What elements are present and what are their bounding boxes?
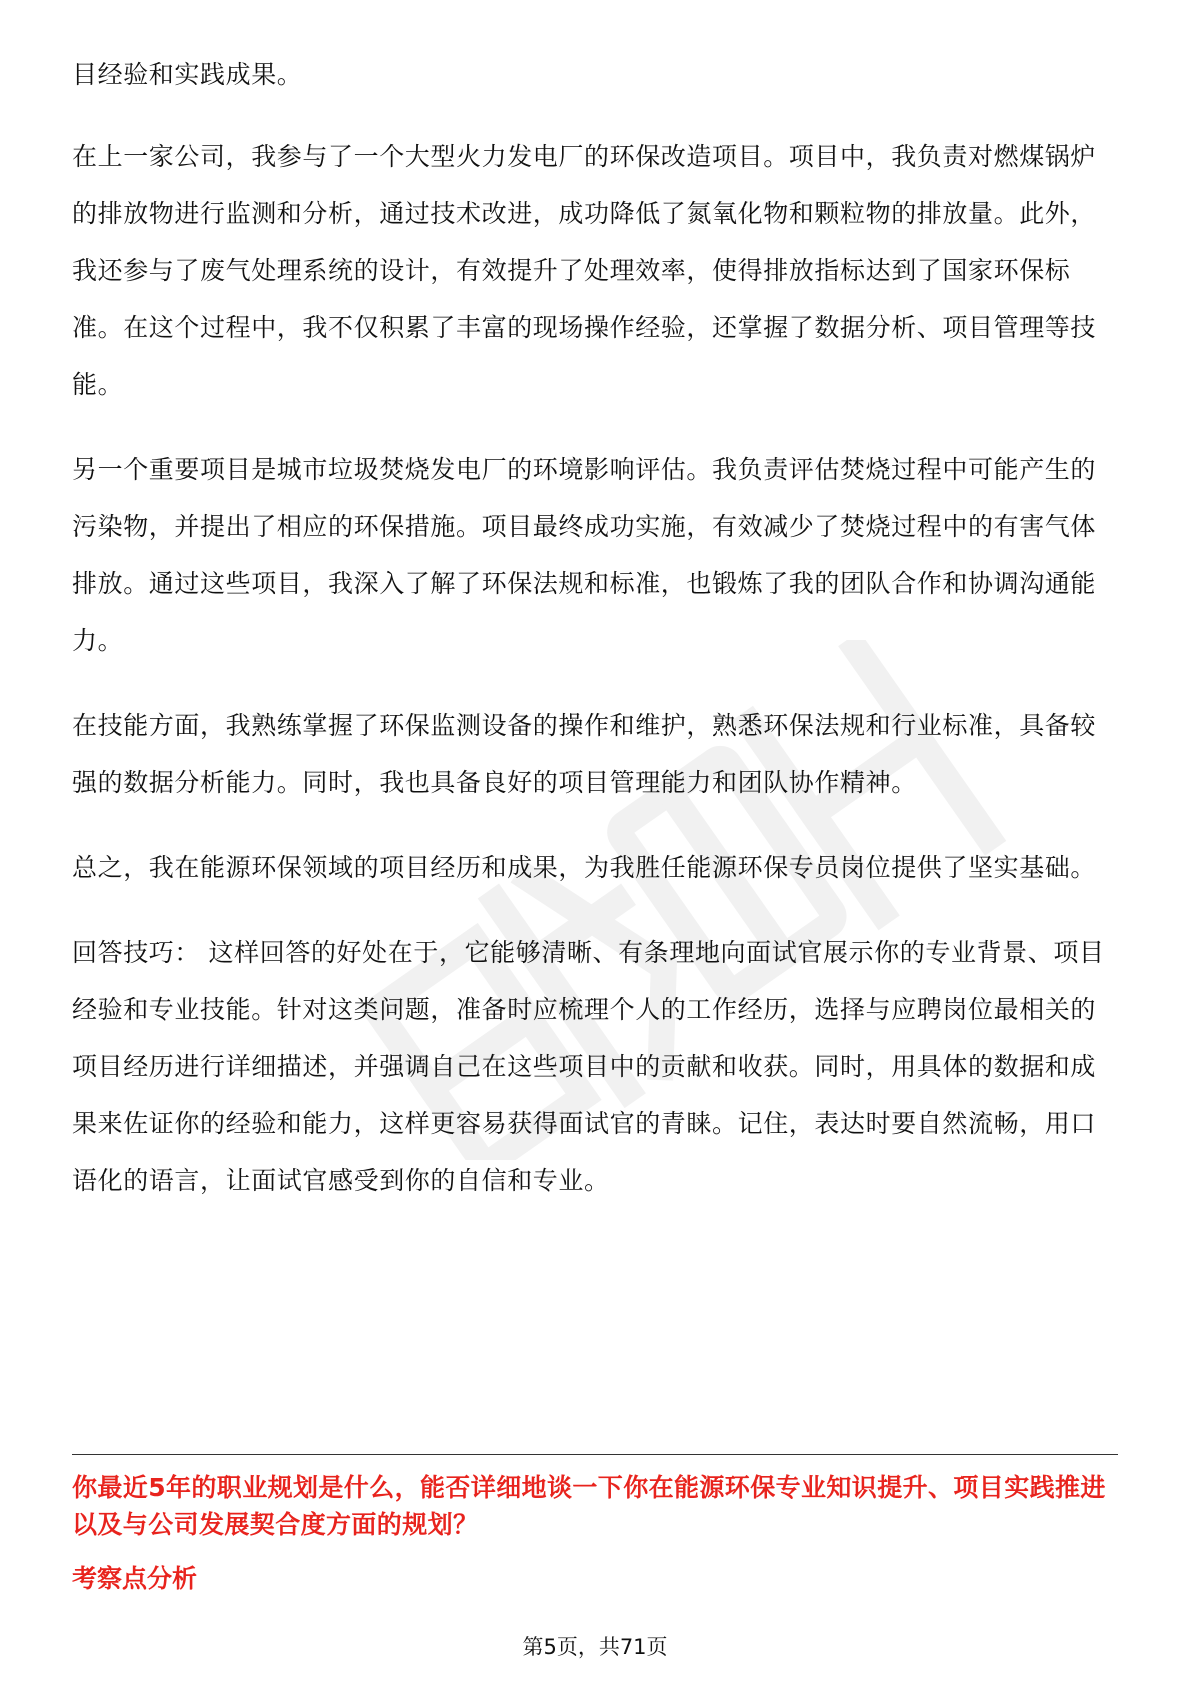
interview-question: 你最近5年的职业规划是什么，能否详细地谈一下你在能源环保专业知识提升、项目实践推进以及与公司发展契合度方面的规划？	[72, 1473, 1106, 1539]
document-body	[72, 46, 1118, 1237]
paragraph-answer-tips: 回答技巧： 这样回答的好处在于，它能够清晰、有条理地向面试官展示你的专业背景、项目经验和专业技能。针对这类问题，准备时应梳理个人的工作经历，选择与应聘岗位最相关的项目经历进行详细描述，并强调自己在这些项目中的贡献和收获。同时，用具体的数据和成果来佐证你的经验和能力，这样更容易获得面试官的青睐。记住，表达时要自然流畅，用口语化的语言，让面试官感受到你的自信和专业。	[72, 938, 1105, 1195]
paragraph-continuation: 目经验和实践成果。	[72, 60, 303, 89]
paragraph-summary: 总之，我在能源环保领域的项目经历和成果，为我胜任能源环保专员岗位提供了坚实基础。	[72, 853, 1097, 882]
paragraph-skills: 在技能方面，我熟练掌握了环保监测设备的操作和维护，熟悉环保法规和行业标准，具备较强的数据分析能力。同时，我也具备良好的项目管理能力和团队协作精神。	[72, 711, 1097, 797]
paragraph-power-plant-project: 在上一家公司，我参与了一个大型火力发电厂的环保改造项目。项目中，我负责对燃煤锅炉的排放物进行监测和分析，通过技术改进，成功降低了氮氧化物和颗粒物的排放量。此外，我还参与了废气处理系统的设计，有效提升了处理效率，使得排放指标达到了国家环保标准。在这个过程中，我不仅积累了丰富的现场操作经验，还掌握了数据分析、项目管理等技能。	[72, 142, 1097, 399]
paragraph-waste-incineration-project: 另一个重要项目是城市垃圾焚烧发电厂的环境影响评估。我负责评估焚烧过程中可能产生的污染物，并提出了相应的环保措施。项目最终成功实施，有效减少了焚烧过程中的有害气体排放。通过这些项目，我深入了解了环保法规和标准，也锻炼了我的团队合作和协调沟通能力。	[72, 455, 1097, 655]
section-divider	[72, 1454, 1118, 1455]
analysis-heading: 考察点分析	[72, 1564, 198, 1593]
page-number-footer: 第5页，共71页	[522, 1635, 668, 1659]
